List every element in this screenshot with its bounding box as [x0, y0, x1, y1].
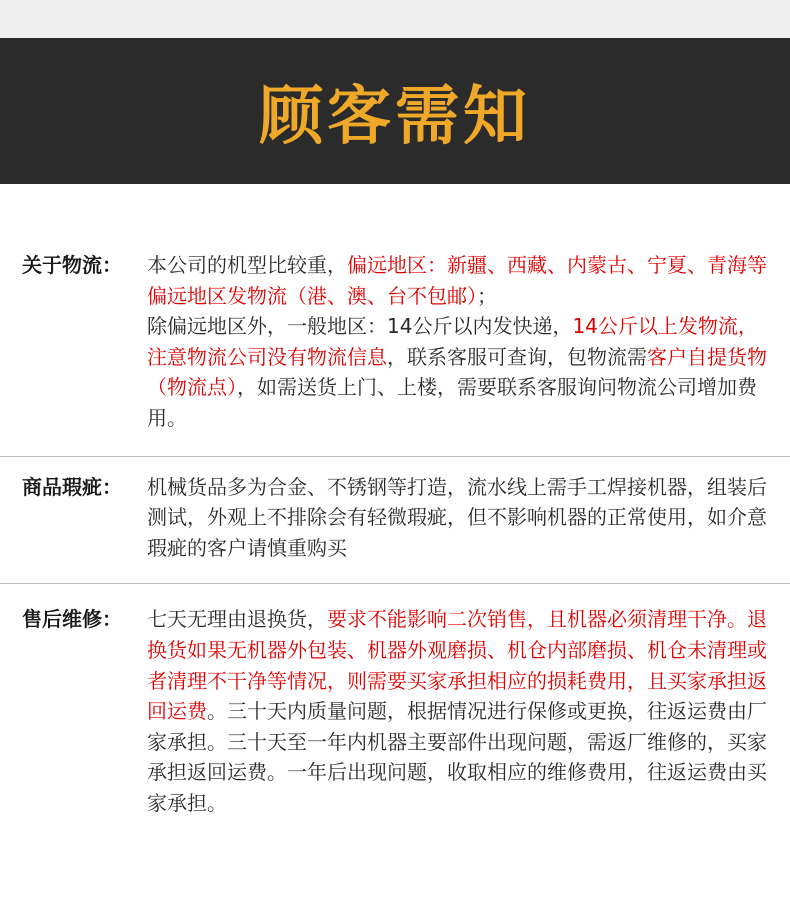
highlight-segment: 要求不能影响二次销售，且机器必须清理干净。退换货如果无机器外包装、机器外观磨损、机仓内部磨损、机仓未清理或者清理不干净等情况，则需要买家承担相应的损耗费用，且买家承担返回运费: [147, 607, 767, 724]
text-segment: 本公司的机型比较重，: [147, 253, 347, 277]
section-after-sales: [0, 584, 790, 818]
top-strip: [0, 0, 790, 38]
section-text-after-sales: [147, 604, 772, 818]
text-segment: 七天无理由退换货，: [147, 607, 327, 632]
text-segment: ，如需送货上门、上楼，需要联系客服询问物流公司增加费用。: [147, 375, 757, 430]
text-segment: 机械货品多为合金、不锈钢等打造，流水线上需手工焊接机器，组装后测试，外观上不排除会有轻微瑕疵，但不影响机器的正常使用，如介意瑕疵的客户请慎重购买: [147, 474, 767, 560]
section-text-defects: [147, 472, 772, 564]
section-defects: [0, 457, 790, 584]
section-label-after-sales: 售后维修：: [22, 607, 122, 632]
section-text-logistics: [147, 250, 772, 434]
section-label-logistics: 关于物流：: [22, 253, 122, 277]
highlight-segment: 14公斤以上发物流，注意物流公司没有物流信息: [147, 314, 758, 369]
section-logistics: [0, 184, 790, 456]
highlight-segment: 客户自提货物（物流点）: [147, 344, 767, 400]
text-segment: ，联系客服可查询，包物流需: [387, 344, 647, 369]
section-label-defects: 商品瑕疵：: [22, 474, 122, 499]
text-segment: ； 除偏远地区外，一般地区：14公斤以内发快递，: [147, 283, 573, 339]
header-banner: [0, 38, 790, 184]
text-segment: 。三十天内质量问题，根据情况进行保修或更换，往返运费由厂家承担。三十天至一年内机器主要部件出现问题，需返厂维修的，买家承担返回运费。一年后出现问题，收取相应的维修费用，往返运费由买家承担。: [147, 699, 767, 815]
highlight-segment: 偏远地区：新疆、西藏、内蒙古、宁夏、青海等偏远地区发物流（港、澳、台不包邮）: [147, 253, 767, 308]
page-title: 顾客需知: [259, 79, 531, 154]
